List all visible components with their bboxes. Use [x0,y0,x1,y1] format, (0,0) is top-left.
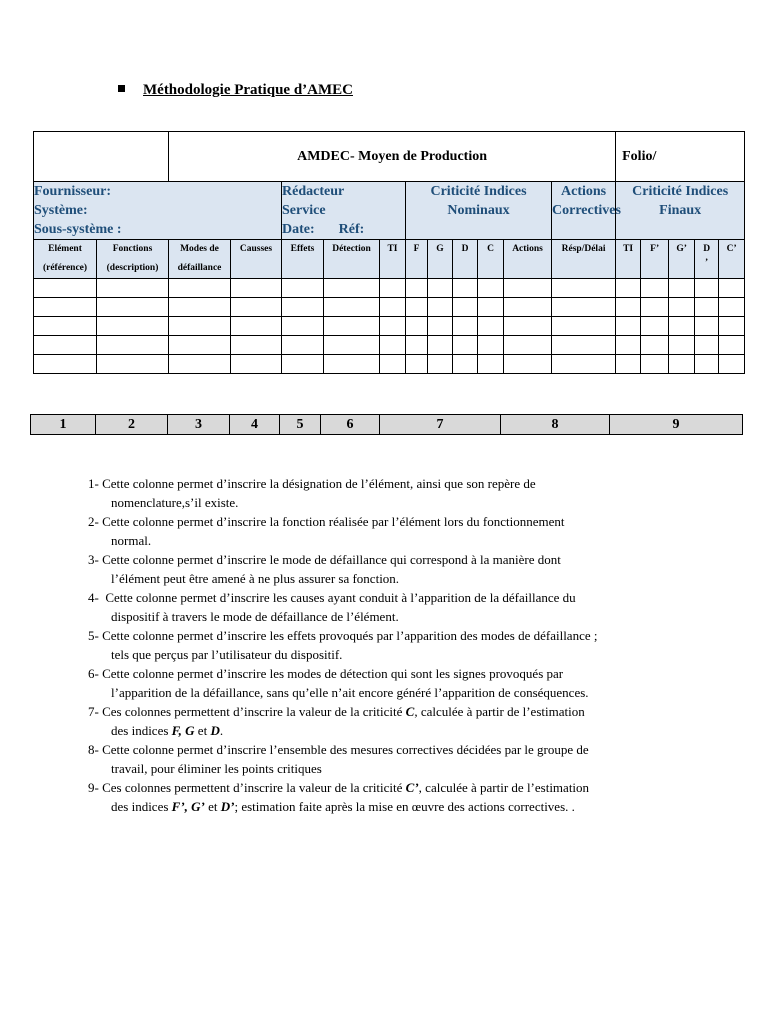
list-item: 6- Cette colonne permet d’inscrire les modes de détection qui sont les signes provoqués par l’apparition de la défaillance, sans qu’elle n’ait encore généré l’apparition de conséquences. [88,666,589,700]
col-d: D [453,240,478,279]
column-number-8: 8 [501,415,610,435]
table-row [34,298,745,317]
ref-label: Réf: [338,222,365,237]
col-actions: Actions [504,240,552,279]
list-item: 7- Ces colonnes permettent d’inscrire la valeur de la criticité C, calculée à partir de l’estimation des indices F, G et D. [88,704,585,738]
column-number-6: 6 [321,415,380,435]
col-element: Elément (référence) [34,240,97,279]
heading-text: Méthodologie Pratique d’AMEC [143,82,353,98]
column-number-1: 1 [31,415,96,435]
col-detection: Détection [324,240,380,279]
list-item: 8- Cette colonne permet d’inscrire l’ensemble des mesures correctives décidées par le groupe de travail, pour éliminer les points critiques [88,742,589,776]
systeme-label: Système: [34,203,88,218]
col-modes: Modes de défaillance [169,240,231,279]
table-row [34,279,745,298]
col-g: G [428,240,453,279]
criticite-nominaux-line2: Nominaux [447,203,510,218]
col-effets: Effets [282,240,324,279]
redacteur-label: Rédacteur [282,184,345,199]
column-number-4: 4 [230,415,280,435]
column-number-2: 2 [96,415,168,435]
redacteur-block [282,182,406,240]
list-item: 2- Cette colonne permet d’inscrire la fonction réalisée par l’élément lors du fonctionnement normal. [88,514,565,548]
section-heading [118,82,353,99]
col-f-final: F’ [641,240,669,279]
column-number-7: 7 [380,415,501,435]
square-bullet-icon [118,85,125,92]
col-c: C [478,240,504,279]
amdec-table [33,131,745,374]
col-f: F [406,240,428,279]
criticite-finaux-line1: Criticité Indices [632,184,729,199]
col-d-final: D ’ [695,240,719,279]
table-row [34,336,745,355]
table-row [34,317,745,336]
criticite-nominaux-header [406,182,552,240]
criticite-nominaux-line1: Criticité Indices [430,184,527,199]
notes-list [88,474,659,816]
sous-systeme-label: Sous-système : [34,222,122,237]
column-number-strip [30,414,743,435]
date-label: Date: [282,222,315,237]
col-ti-final: TI [616,240,641,279]
supplier-block [34,182,282,240]
actions-line2: Correctives [552,203,621,218]
table-title-row [34,132,745,182]
actions-correctives-header [552,182,621,240]
list-item: 5- Cette colonne permet d’inscrire les effets provoqués par l’apparition des modes de défaillance ; tels que perçus par l’utilisateur du dispositif. [88,628,598,662]
actions-line1: Actions [561,184,607,199]
column-number-5: 5 [280,415,321,435]
table-row [34,355,745,374]
col-g-final: G’ [669,240,695,279]
list-item: 3- Cette colonne permet d’inscrire le mode de défaillance qui correspond à la manière dont l’élément peut être amené à ne plus assurer sa fonction. [88,552,561,586]
logo-cell [34,132,169,182]
col-c-final: C’ [719,240,745,279]
table-info-row [34,182,745,240]
fournisseur-label: Fournisseur: [34,184,111,199]
col-ti: TI [380,240,406,279]
criticite-finaux-line2: Finaux [659,203,702,218]
service-label: Service [282,203,326,218]
list-item: 9- Ces colonnes permettent d’inscrire la valeur de la criticité C’, calculée à partir de l’estimation des indices F’, G’ et D’; estimation faite après la mise en œuvre des actions correctives. . [88,780,590,814]
criticite-finaux-header [616,182,745,240]
col-causes: Causses [231,240,282,279]
table-title: AMDEC- Moyen de Production [169,132,616,182]
list-item: 1- Cette colonne permet d’inscrire la désignation de l’élément, ainsi que son repère de nomenclature,s’il existe. [88,476,536,510]
column-number-3: 3 [168,415,230,435]
list-item: 4- Cette colonne permet d’inscrire les causes ayant conduit à l’apparition de la défaillance du dispositif à travers le mode de défaillance de l’élément. [88,590,576,624]
col-resp-delai: Résp/Délai [552,240,616,279]
folio-label: Folio/ [616,132,745,182]
col-fonctions: Fonctions (description) [97,240,169,279]
column-number-9: 9 [610,415,743,435]
column-header-row [34,240,745,279]
